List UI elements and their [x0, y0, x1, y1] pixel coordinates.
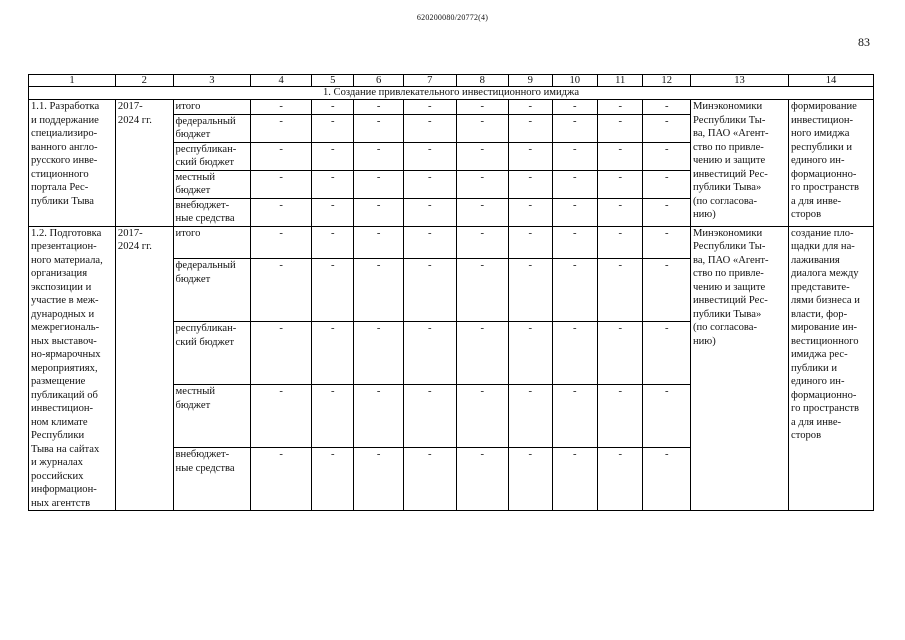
funding-value: - [354, 114, 404, 142]
funding-value: - [251, 448, 312, 511]
funding-value: - [552, 322, 597, 385]
funding-value: - [354, 142, 404, 170]
column-number: 3 [173, 75, 251, 87]
executor: Минэкономики Республики Ты- ва, ПАО «Агент- ство по привле- чению и защите инвестиций Рес- публики Тыва» (по согласова- нию) [690, 100, 788, 227]
header-row [29, 75, 874, 87]
funding-value: - [456, 198, 509, 226]
funding-value: - [597, 448, 642, 511]
section-row [29, 87, 874, 100]
funding-value: - [251, 259, 312, 322]
funding-value: - [403, 198, 456, 226]
funding-value: - [643, 259, 691, 322]
funding-value: - [643, 322, 691, 385]
funding-value: - [597, 198, 642, 226]
funding-value: - [354, 448, 404, 511]
measure-name: 1.1. Разработка и поддержание специализиро- ванного англо- русского инве- стиционного портала Рес- публики Тыва [29, 100, 116, 227]
funding-value: - [312, 142, 354, 170]
funding-value: - [403, 100, 456, 115]
funding-value: - [403, 322, 456, 385]
funding-value: - [456, 170, 509, 198]
table-row [29, 226, 874, 259]
funding-value: - [251, 142, 312, 170]
funding-value: - [456, 100, 509, 115]
funding-value: - [552, 170, 597, 198]
measure-name: 1.2. Подготовка презентацион- ного материала, организация экспозиции и участие в меж- дународных и межрегиональ- ных выставоч- но-ярмарочных мероприятиях, размещение публикаций об инвестицион- ном климате Республики Тыва на сайтах и журналах российских информацион- ных агентств [29, 226, 116, 511]
column-number: 14 [789, 75, 874, 87]
funding-value: - [597, 259, 642, 322]
funding-value: - [597, 142, 642, 170]
funding-value: - [354, 100, 404, 115]
funding-value: - [456, 448, 509, 511]
funding-source: местный бюджет [173, 170, 251, 198]
funding-value: - [251, 100, 312, 115]
funding-source: итого [173, 100, 251, 115]
funding-value: - [312, 226, 354, 259]
funding-value: - [403, 114, 456, 142]
funding-value: - [251, 226, 312, 259]
funding-value: - [456, 142, 509, 170]
executor: Минэкономики Республики Ты- ва, ПАО «Агент- ство по привле- чению и защите инвестиций Рес- публики Тыва» (по согласова- нию) [690, 226, 788, 511]
funding-source: итого [173, 226, 251, 259]
funding-value: - [643, 198, 691, 226]
funding-value: - [403, 259, 456, 322]
period: 2017- 2024 гг. [115, 100, 173, 227]
column-number: 12 [643, 75, 691, 87]
period: 2017- 2024 гг. [115, 226, 173, 511]
funding-value: - [643, 226, 691, 259]
column-number: 9 [509, 75, 552, 87]
funding-value: - [312, 385, 354, 448]
funding-value: - [552, 114, 597, 142]
column-number: 10 [552, 75, 597, 87]
funding-value: - [312, 100, 354, 115]
funding-value: - [643, 385, 691, 448]
funding-value: - [509, 170, 552, 198]
document-id: 620200080/20772(4) [416, 13, 489, 22]
column-number: 6 [354, 75, 404, 87]
funding-value: - [251, 114, 312, 142]
funding-value: - [251, 322, 312, 385]
funding-value: - [312, 259, 354, 322]
page-number: 83 [858, 35, 870, 49]
funding-source: федеральный бюджет [173, 114, 251, 142]
funding-value: - [403, 385, 456, 448]
funding-value: - [354, 198, 404, 226]
funding-source: республикан- ский бюджет [173, 142, 251, 170]
funding-value: - [312, 448, 354, 511]
column-number: 7 [403, 75, 456, 87]
funding-value: - [456, 385, 509, 448]
funding-value: - [354, 385, 404, 448]
funding-value: - [312, 198, 354, 226]
funding-value: - [597, 226, 642, 259]
funding-value: - [456, 259, 509, 322]
funding-value: - [312, 170, 354, 198]
funding-value: - [509, 226, 552, 259]
funding-value: - [509, 142, 552, 170]
funding-value: - [552, 100, 597, 115]
funding-value: - [354, 170, 404, 198]
funding-value: - [509, 259, 552, 322]
funding-value: - [403, 448, 456, 511]
funding-value: - [552, 226, 597, 259]
funding-value: - [643, 100, 691, 115]
funding-value: - [456, 322, 509, 385]
funding-value: - [251, 198, 312, 226]
column-number: 13 [690, 75, 788, 87]
funding-value: - [552, 448, 597, 511]
funding-value: - [552, 385, 597, 448]
funding-value: - [251, 170, 312, 198]
funding-value: - [509, 385, 552, 448]
column-number: 1 [29, 75, 116, 87]
funding-value: - [509, 448, 552, 511]
funding-value: - [597, 170, 642, 198]
funding-value: - [251, 385, 312, 448]
funding-value: - [643, 448, 691, 511]
funding-value: - [312, 114, 354, 142]
funding-value: - [597, 114, 642, 142]
column-number: 4 [251, 75, 312, 87]
funding-source: местный бюджет [173, 385, 251, 448]
column-number: 5 [312, 75, 354, 87]
funding-value: - [403, 226, 456, 259]
funding-value: - [354, 226, 404, 259]
funding-value: - [509, 198, 552, 226]
funding-value: - [597, 322, 642, 385]
funding-value: - [552, 198, 597, 226]
funding-value: - [597, 385, 642, 448]
funding-value: - [456, 114, 509, 142]
column-number: 11 [597, 75, 642, 87]
funding-value: - [643, 170, 691, 198]
funding-value: - [456, 226, 509, 259]
expected-result: формирование инвестицион- ного имиджа республики и единого ин- формационно- го пространств а для инве- сторов [789, 100, 874, 227]
table-row [29, 100, 874, 115]
funding-value: - [643, 142, 691, 170]
funding-value: - [552, 259, 597, 322]
funding-value: - [403, 170, 456, 198]
funding-value: - [354, 322, 404, 385]
funding-value: - [643, 114, 691, 142]
funding-source: внебюджет- ные средства [173, 198, 251, 226]
funding-value: - [552, 142, 597, 170]
funding-source: внебюджет- ные средства [173, 448, 251, 511]
funding-source: республикан- ский бюджет [173, 322, 251, 385]
funding-value: - [597, 100, 642, 115]
program-table [28, 74, 874, 511]
column-number: 8 [456, 75, 509, 87]
funding-value: - [354, 259, 404, 322]
funding-value: - [509, 100, 552, 115]
funding-value: - [509, 114, 552, 142]
funding-value: - [403, 142, 456, 170]
funding-source: федеральный бюджет [173, 259, 251, 322]
expected-result: создание пло- щадки для на- лаживания диалога между представите- лями бизнеса и власти, фор- мирование ин- вестиционного имиджа рес- публики и единого ин- формационно- го пространств а для инве- сторов [789, 226, 874, 511]
section-title: 1. Создание привлекательного инвестиционного имиджа [29, 87, 874, 100]
funding-value: - [312, 322, 354, 385]
funding-value: - [509, 322, 552, 385]
column-number: 2 [115, 75, 173, 87]
